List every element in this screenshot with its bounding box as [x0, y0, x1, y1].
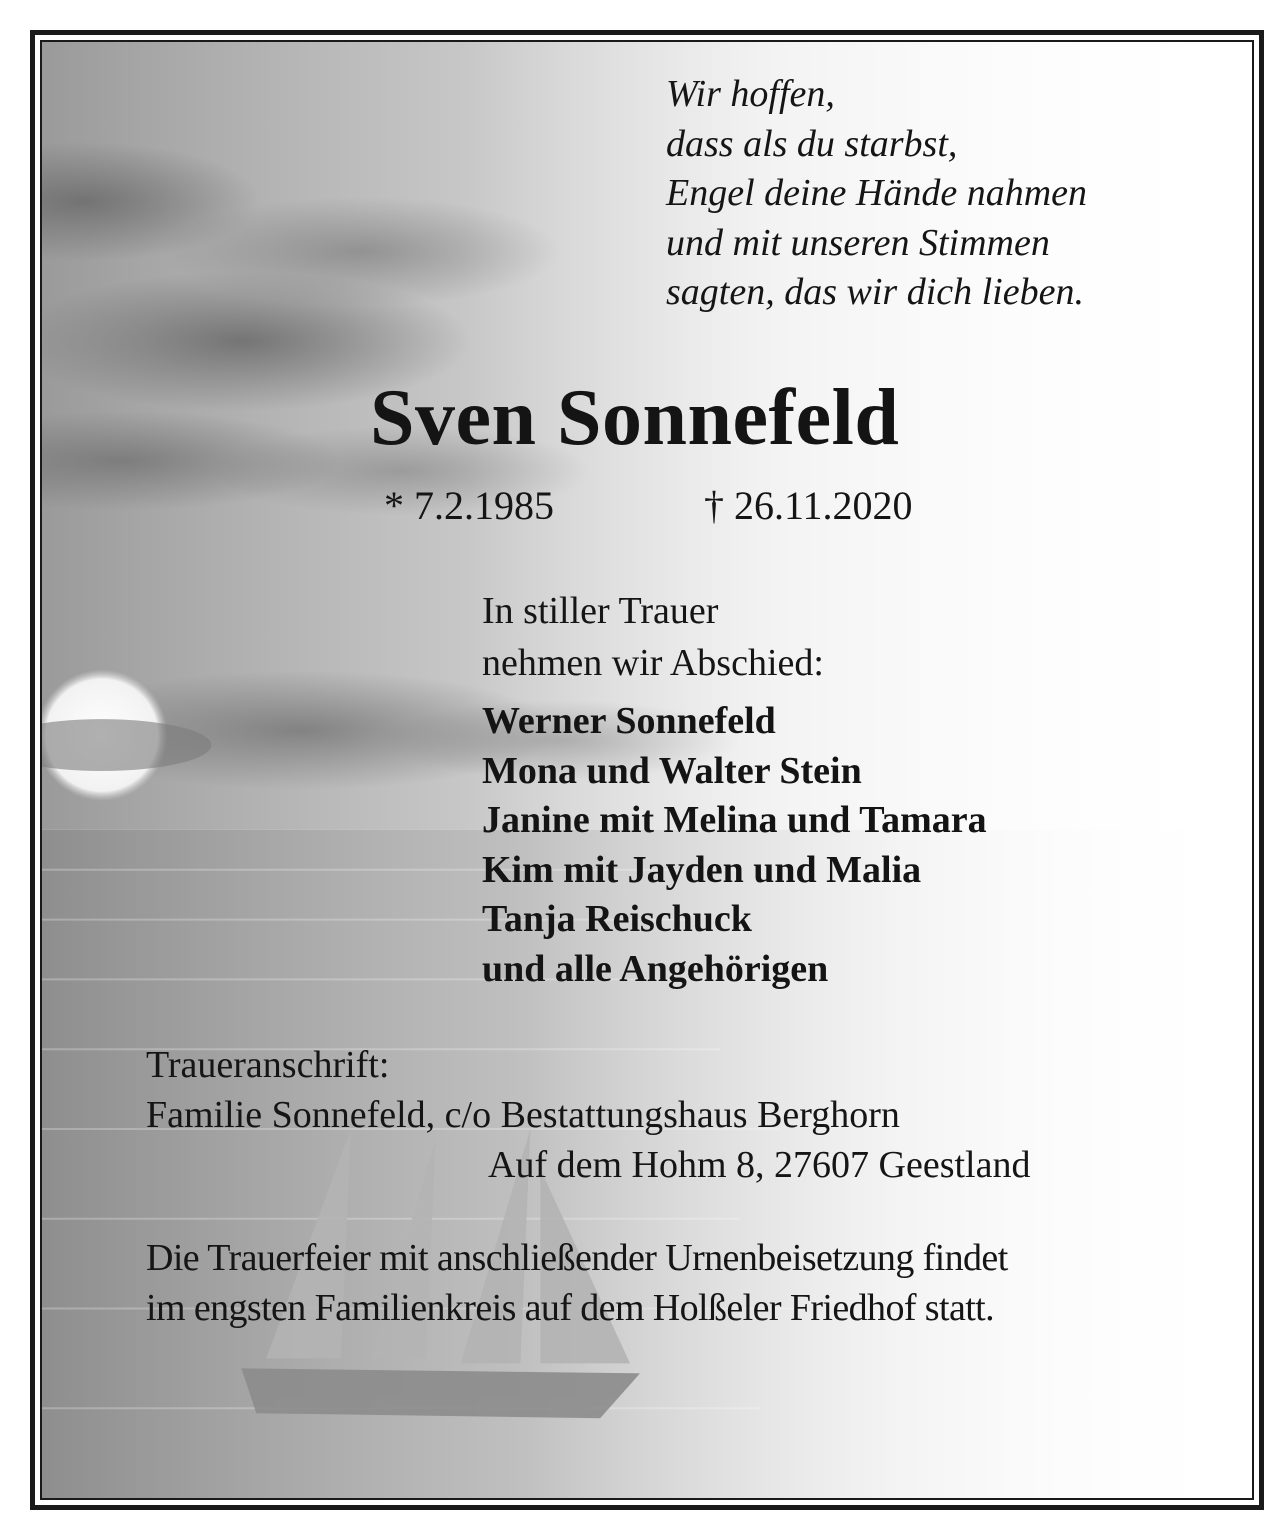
poem-line: dass als du starbst, [666, 122, 958, 165]
funeral-service-note [146, 1233, 1008, 1333]
mourning-line: In stiller Trauer [482, 590, 719, 632]
death-date: † 26.11.2020 [704, 483, 913, 528]
address-line-2: Auf dem Hohm 8, 27607 Geestland [488, 1144, 1031, 1186]
address-label: Traueranschrift: [146, 1044, 390, 1086]
poem-line: Engel deine Hände nahmen [666, 172, 1088, 214]
service-line: Die Trauerfeier mit anschließender Urnenbeisetzung findet [146, 1237, 1008, 1279]
mourners-list [482, 697, 987, 994]
poem-line: sagten, das wir dich lieben. [666, 271, 1084, 313]
memorial-poem [666, 70, 1087, 318]
mourner-name: Mona und Walter Stein [482, 749, 862, 792]
condolence-address [146, 1040, 1030, 1190]
mourning-line: nehmen wir Abschied: [482, 642, 824, 684]
mourner-name: Tanja Reischuck [482, 898, 752, 940]
mourner-name: Janine mit Melina und Tamara [482, 799, 987, 841]
address-line-1: Familie Sonnefeld, c/o Bestattungshaus Berghorn [146, 1094, 900, 1136]
mourning-statement [482, 585, 824, 689]
birth-date: * 7.2.1985 [384, 483, 554, 528]
poem-line: und mit unseren Stimmen [666, 221, 1050, 264]
mourner-name: Werner Sonnefeld [482, 700, 776, 742]
service-line: im engsten Familienkreis auf dem Holßeler Friedhof statt. [146, 1287, 995, 1329]
mourner-name: Kim mit Jayden und Malia [482, 848, 922, 891]
mourner-name: und alle Angehörigen [482, 947, 829, 990]
poem-line: Wir hoffen, [666, 73, 835, 115]
deceased-name: Sven Sonnefeld [370, 374, 900, 462]
